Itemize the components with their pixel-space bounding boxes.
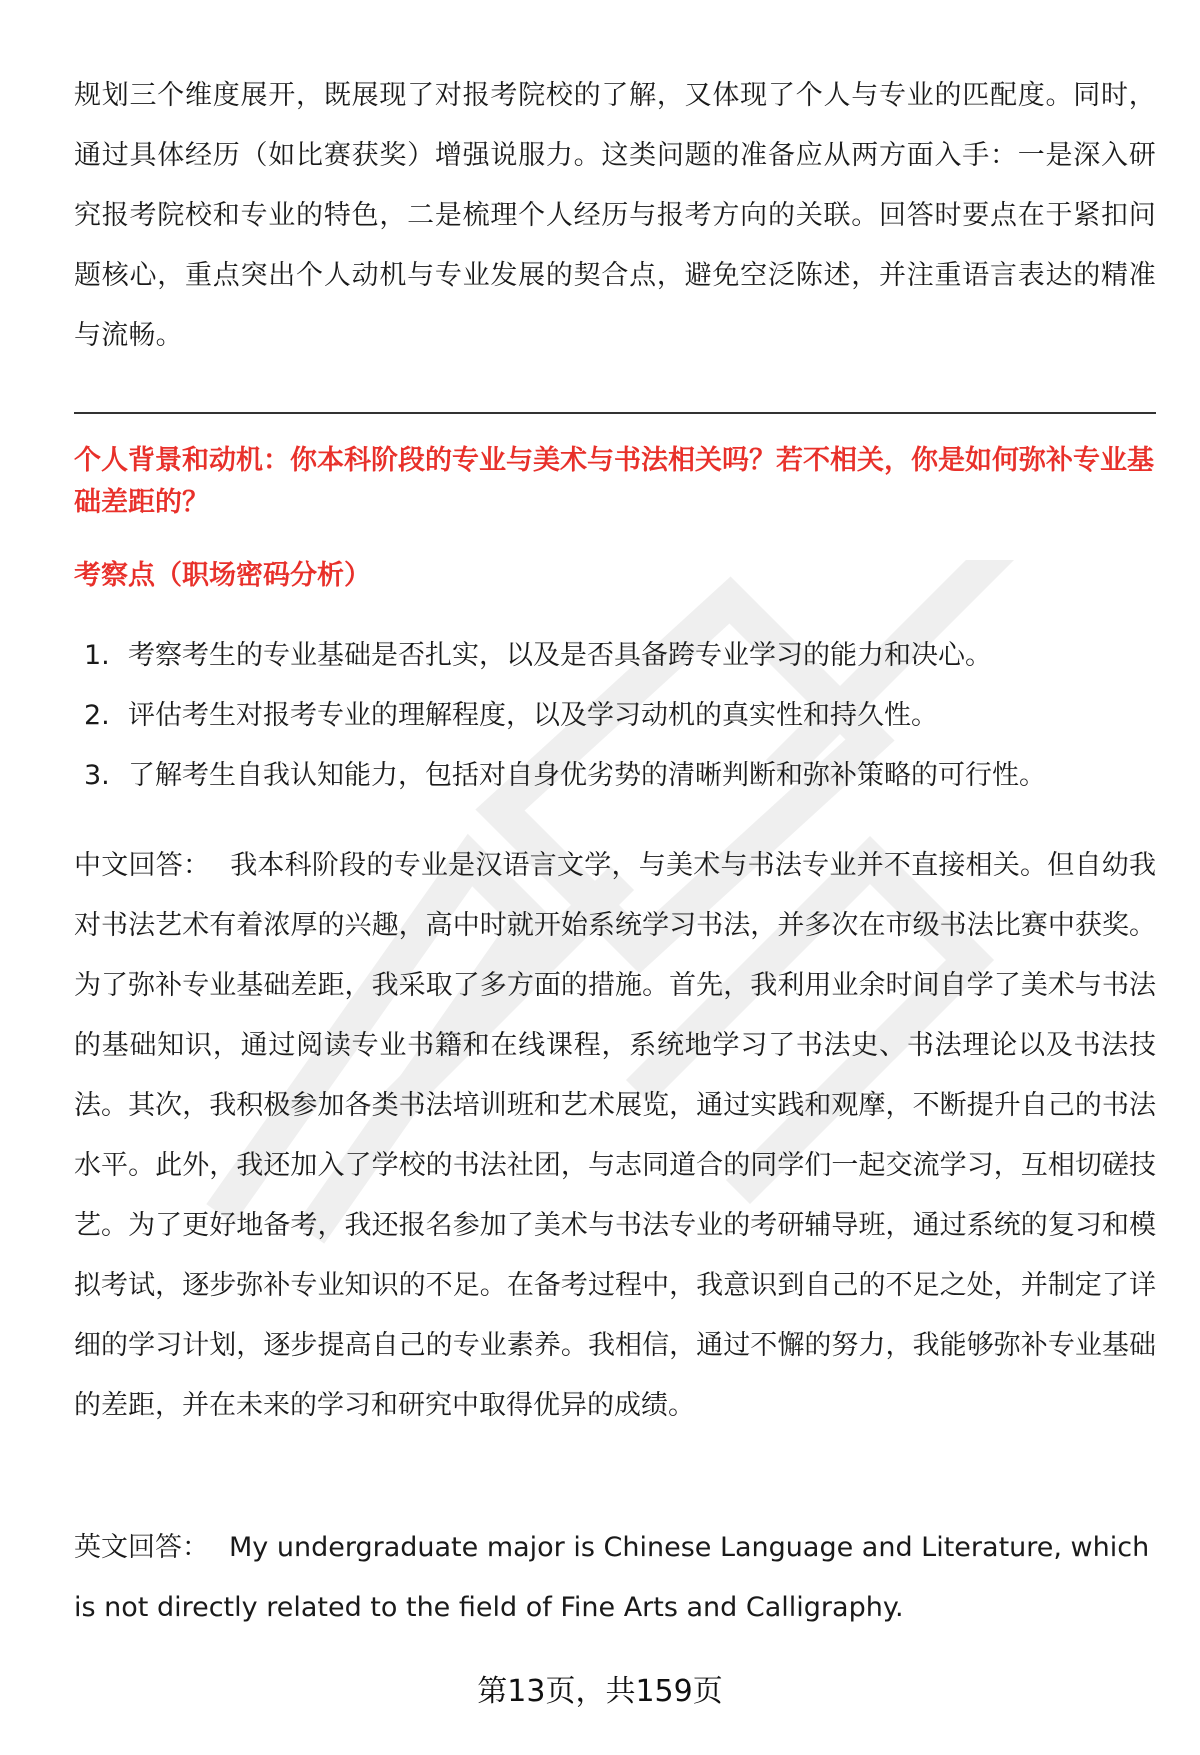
focus-title: 考察点（职场密码分析） <box>74 560 371 591</box>
page-number-footer: 第13页，共159页 <box>477 1674 723 1709</box>
intro-paragraph: 规划三个维度展开，既展现了对报考院校的了解，又体现了个人与专业的匹配度。同时，通过具体经历（如比赛获奖）增强说服力。这类问题的准备应从两方面入手：一是深入研究报考院校和专业的特色，二是梳理个人经历与报考方向的关联。回答时要点在于紧扣问题核心，重点突出个人动机与专业发展的契合点，避免空泛陈述，并注重语言表达的精准与流畅。 <box>74 80 1156 351</box>
focus-item <box>74 746 1156 806</box>
focus-item <box>74 686 1156 746</box>
focus-item-text: 考察考生的专业基础是否扎实，以及是否具备跨专业学习的能力和决心。 <box>128 640 992 671</box>
focus-item-number: 3. <box>84 760 110 791</box>
section-divider <box>74 412 1156 414</box>
question-heading: 个人背景和动机：你本科阶段的专业与美术与书法相关吗？若不相关，你是如何弥补专业基础差距的？ <box>74 445 1154 518</box>
focus-item-text: 了解考生自我认知能力，包括对自身优劣势的清晰判断和弥补策略的可行性。 <box>128 760 1046 791</box>
focus-item-text: 评估考生对报考专业的理解程度，以及学习动机的真实性和持久性。 <box>128 700 938 731</box>
focus-item <box>74 626 1156 686</box>
answer-chinese-text: 我本科阶段的专业是汉语言文学，与美术与书法专业并不直接相关。但自幼我对书法艺术有着浓厚的兴趣，高中时就开始系统学习书法，并多次在市级书法比赛中获奖。为了弥补专业基础差距，我采取了多方面的措施。首先，我利用业余时间自学了美术与书法的基础知识，通过阅读专业书籍和在线课程，系统地学习了书法史、书法理论以及书法技法。其次，我积极参加各类书法培训班和艺术展览，通过实践和观摩，不断提升自己的书法水平。此外，我还加入了学校的书法社团，与志同道合的同学们一起交流学习，互相切磋技艺。为了更好地备考，我还报名参加了美术与书法专业的考研辅导班，通过系统的复习和模拟考试，逐步弥补专业知识的不足。在备考过程中，我意识到自己的不足之处，并制定了详细的学习计划，逐步提高自己的专业素养。我相信，通过不懈的努力，我能够弥补专业基础的差距，并在未来的学习和研究中取得优异的成绩。 <box>74 850 1157 1421</box>
answer-english <box>74 1518 1156 1638</box>
focus-item-number: 2. <box>84 700 110 731</box>
answer-english-text: My undergraduate major is Chinese Language and Literature, which is not directly related to the field of Fine Arts and Calligraphy. <box>74 1532 1150 1623</box>
focus-item-number: 1. <box>84 640 110 671</box>
answer-english-label: 英文回答： <box>74 1532 209 1563</box>
answer-chinese <box>74 836 1156 1436</box>
intro-section <box>74 66 1156 366</box>
answer-chinese-label: 中文回答： <box>74 850 211 881</box>
focus-list <box>74 626 1156 806</box>
